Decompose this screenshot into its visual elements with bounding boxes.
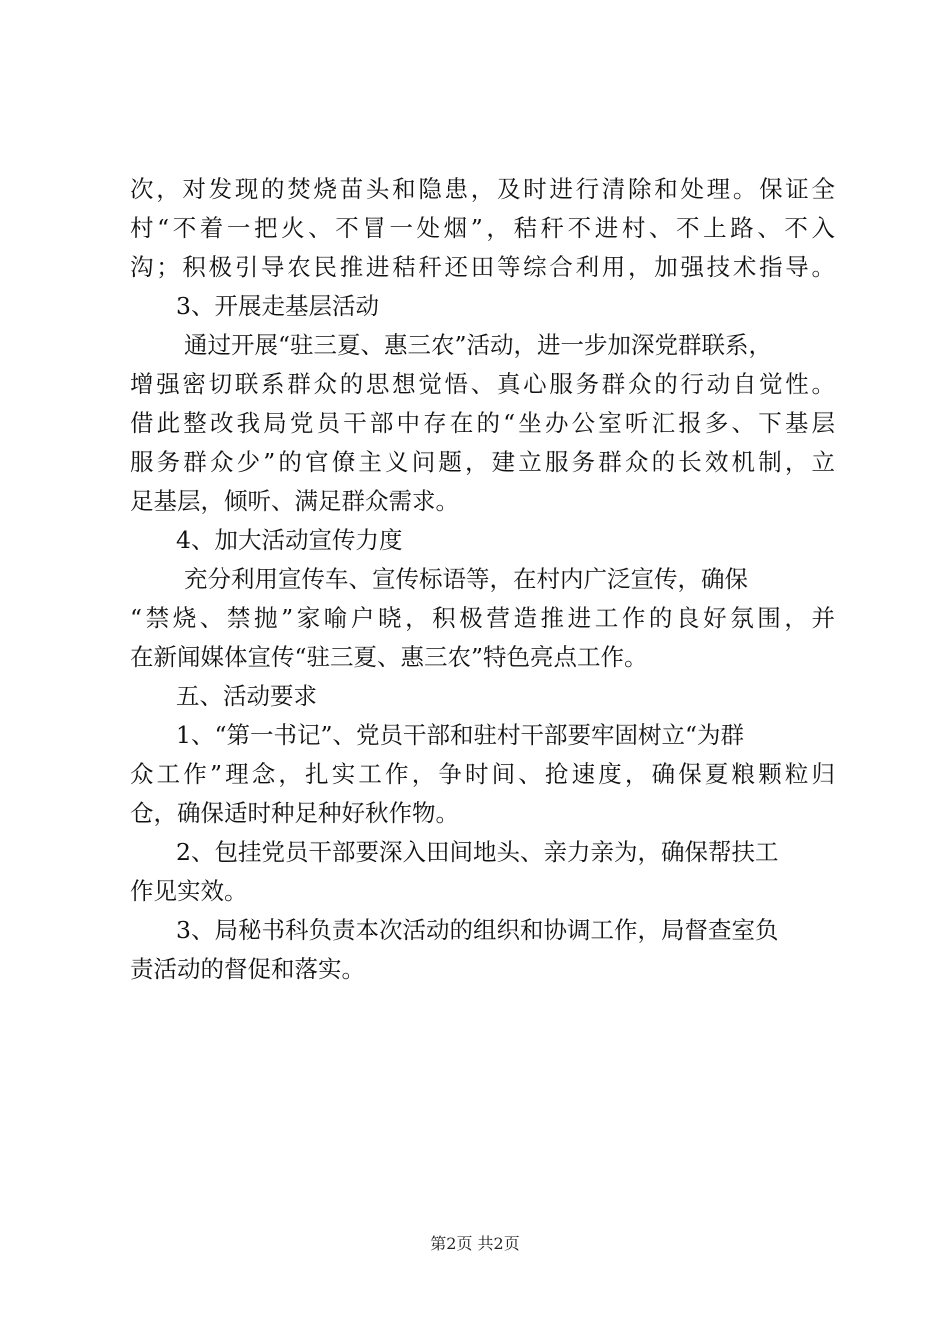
- page-footer: 第2页 共2页: [430, 1234, 520, 1253]
- text-line: 在新闻媒体宣传“驻三夏、惠三农”特色亮点工作。: [130, 643, 648, 671]
- text-line: “禁烧、禁抛”家喻户晓，积极营造推进工作的良好氛围，并: [130, 604, 835, 632]
- text-line: 责活动的督促和落实。: [130, 955, 365, 983]
- text-line: 通过开展“驻三夏、惠三农”活动，进一步加深党群联系，: [184, 331, 773, 359]
- text-line: 村“不着一把火、不冒一处烟”，秸秆不进村、不上路、不入: [130, 214, 835, 242]
- text-line: 作见实效。: [130, 877, 248, 905]
- section-heading: 4、加大活动宣传力度: [176, 526, 403, 554]
- text-line: 沟；积极引导农民推进秸秆还田等综合利用，加强技术指导。: [130, 253, 835, 281]
- section-heading: 五、活动要求: [176, 682, 317, 710]
- text-line: 服务群众少”的官僚主义问题，建立服务群众的长效机制，立: [130, 448, 835, 476]
- text-line: 充分利用宣传车、宣传标语等，在村内广泛宣传，确保: [184, 565, 748, 593]
- text-line: 2、包挂党员干部要深入田间地头、亲力亲为，确保帮扶工: [176, 838, 779, 866]
- section-heading: 3、开展走基层活动: [176, 292, 379, 320]
- text-line: 1、“第一书记”、党员干部和驻村干部要牢固树立“为群: [176, 721, 744, 749]
- text-line: 仓，确保适时种足种好秋作物。: [130, 799, 459, 827]
- document-body: [130, 170, 835, 989]
- text-line: 3、局秘书科负责本次活动的组织和协调工作，局督查室负: [176, 916, 779, 944]
- text-line: 增强密切联系群众的思想觉悟、真心服务群众的行动自觉性。: [130, 370, 835, 398]
- text-line: 足基层，倾听、满足群众需求。: [130, 487, 459, 515]
- text-line: 次，对发现的焚烧苗头和隐患，及时进行清除和处理。保证全: [130, 175, 835, 203]
- text-line: 借此整改我局党员干部中存在的“坐办公室听汇报多、下基层: [130, 409, 835, 437]
- text-line: 众工作”理念，扎实工作，争时间、抢速度，确保夏粮颗粒归: [130, 760, 835, 788]
